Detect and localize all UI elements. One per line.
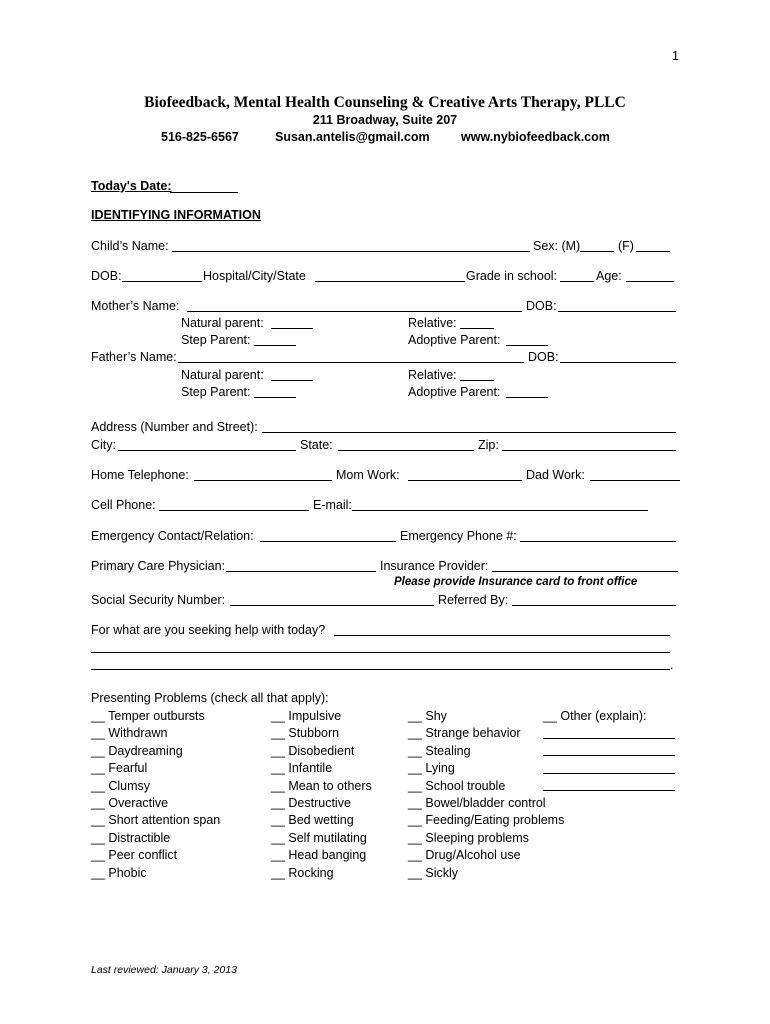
problem-checkbox-item[interactable]: __ School trouble <box>408 778 506 793</box>
mother-relative-field[interactable] <box>460 328 494 329</box>
state-label: State: <box>300 438 333 452</box>
problem-checkbox-item[interactable]: __ Bed wetting <box>271 813 354 828</box>
emergency-phone-label: Emergency Phone #: <box>400 529 517 543</box>
org-address: 211 Broadway, Suite 207 <box>312 113 458 127</box>
other-explain-line-1[interactable] <box>543 738 675 739</box>
fathers-name-field[interactable] <box>178 362 524 363</box>
insurance-note: Please provide Insurance card to front office <box>394 576 638 588</box>
sex-f-label: (F) <box>618 239 634 253</box>
email-label: E-mail: <box>313 498 352 512</box>
insurance-provider-field[interactable] <box>492 571 678 572</box>
mothers-name-field[interactable] <box>187 311 522 312</box>
problem-checkbox-item[interactable]: __ Peer conflict <box>91 848 178 863</box>
todays-date-field[interactable] <box>170 192 238 193</box>
page-number: 1 <box>672 49 679 63</box>
mother-step-parent-field[interactable] <box>254 345 296 346</box>
zip-label: Zip: <box>478 438 499 452</box>
mother-natural-parent-label: Natural parent: <box>181 316 264 330</box>
emergency-contact-field[interactable] <box>260 541 396 542</box>
seeking-help-field-3[interactable] <box>91 669 670 670</box>
dob-label: DOB: <box>91 269 122 283</box>
problem-other[interactable]: __ Other (explain): <box>543 709 647 723</box>
problem-checkbox-item[interactable]: __ Shy <box>408 709 447 723</box>
home-telephone-field[interactable] <box>194 480 332 481</box>
emergency-phone-field[interactable] <box>520 541 676 542</box>
problem-checkbox-item[interactable]: __ Withdrawn <box>91 726 168 741</box>
dad-work-label: Dad Work: <box>526 468 585 482</box>
problem-checkbox-item[interactable]: __ Distractible <box>91 830 171 845</box>
sex-m-field[interactable] <box>580 251 614 252</box>
primary-care-field[interactable] <box>226 571 376 572</box>
referred-by-label: Referred By: <box>438 593 509 607</box>
primary-care-label: Primary Care Physician: <box>91 559 226 573</box>
hospital-field[interactable] <box>315 281 465 282</box>
mother-relative-label: Relative: <box>408 316 457 330</box>
referred-by-field[interactable] <box>512 605 676 606</box>
problem-checkbox-item[interactable]: __ Temper outbursts <box>91 709 205 723</box>
state-field[interactable] <box>338 450 474 451</box>
father-natural-parent-label: Natural parent: <box>181 368 264 382</box>
sex-f-field[interactable] <box>636 251 670 252</box>
sex-m-label: Sex: (M) <box>533 239 581 253</box>
mother-dob-field[interactable] <box>558 311 676 312</box>
org-email: Susan.antelis@gmail.com <box>275 130 430 144</box>
address-field[interactable] <box>262 432 676 433</box>
problem-checkbox-item[interactable]: __ Drug/Alcohol use <box>408 848 521 863</box>
problem-checkbox-item[interactable]: __ Sleeping problems <box>408 830 529 845</box>
childs-name-field[interactable] <box>172 251 530 252</box>
ssn-label: Social Security Number: <box>91 593 226 607</box>
problem-checkbox-item[interactable]: __ Daydreaming <box>91 743 183 758</box>
home-telephone-label: Home Telephone: <box>91 468 189 482</box>
father-step-parent-label: Step Parent: <box>181 385 251 399</box>
problem-checkbox-item[interactable]: __ Rocking <box>271 865 334 880</box>
zip-field[interactable] <box>502 450 676 451</box>
father-step-parent-field[interactable] <box>254 397 296 398</box>
problem-checkbox-item[interactable]: __ Stubborn <box>271 726 340 741</box>
cell-phone-label: Cell Phone: <box>91 498 156 512</box>
city-label: City: <box>91 438 116 452</box>
problem-checkbox-item[interactable]: __ Stealing <box>408 743 471 758</box>
father-adoptive-parent-label: Adoptive Parent: <box>408 385 501 399</box>
problem-checkbox-item[interactable]: __ Self mutilating <box>271 830 367 845</box>
org-name: Biofeedback, Mental Health Counseling & Creative Arts Therapy, PLLC <box>144 94 626 111</box>
org-phone: 516-825-6567 <box>161 130 239 144</box>
org-website: www.nybiofeedback.com <box>461 130 610 144</box>
father-dob-field[interactable] <box>560 362 676 363</box>
problem-checkbox-item[interactable]: __ Head banging <box>271 848 367 863</box>
address-label: Address (Number and Street): <box>91 420 258 434</box>
problem-checkbox-item[interactable]: __ Disobedient <box>271 743 355 758</box>
father-relative-label: Relative: <box>408 368 457 382</box>
grade-label: Grade in school: <box>466 269 558 283</box>
problem-checkbox-item[interactable]: __ Bowel/bladder control <box>408 796 546 810</box>
father-adoptive-parent-field[interactable] <box>506 397 548 398</box>
emergency-contact-label: Emergency Contact/Relation: <box>91 529 254 543</box>
problem-checkbox-item[interactable]: __ Strange behavior <box>408 726 521 741</box>
footer-last-reviewed: Last reviewed: January 3, 2013 <box>91 964 237 976</box>
other-explain-line-2[interactable] <box>543 755 675 756</box>
city-field[interactable] <box>118 450 296 451</box>
problem-checkbox-item[interactable]: __ Sickly <box>408 865 459 880</box>
insurance-provider-label: Insurance Provider: <box>380 559 489 573</box>
problem-checkbox-item[interactable]: __ Impulsive <box>271 709 342 723</box>
problem-checkbox-item[interactable]: __ Fearful <box>91 761 148 776</box>
problem-checkbox-item[interactable]: __ Lying <box>408 761 455 776</box>
problem-checkbox-item[interactable]: __ Infantile <box>271 761 333 776</box>
presenting-problems-label: Presenting Problems (check all that apply): <box>91 691 329 705</box>
dob-field[interactable] <box>122 281 202 282</box>
ssn-field[interactable] <box>230 605 434 606</box>
problem-checkbox-item[interactable]: __ Clumsy <box>91 778 151 793</box>
father-relative-field[interactable] <box>460 380 494 381</box>
seeking-help-period: . <box>670 658 674 672</box>
fathers-name-label: Father’s Name: <box>91 350 177 364</box>
problem-checkbox-item[interactable]: __ Mean to others <box>271 778 372 793</box>
dad-work-field[interactable] <box>590 480 680 481</box>
todays-date-label: Today's Date: <box>91 179 172 193</box>
mom-work-label: Mom Work: <box>336 468 400 482</box>
other-explain-line-4[interactable] <box>543 790 675 791</box>
mother-step-parent-label: Step Parent: <box>181 333 251 347</box>
mothers-name-label: Mother’s Name: <box>91 299 180 313</box>
mother-adoptive-parent-label: Adoptive Parent: <box>408 333 501 347</box>
problem-checkbox-item[interactable]: __ Overactive <box>91 796 169 810</box>
hospital-label: Hospital/City/State <box>203 269 306 283</box>
grade-field[interactable] <box>560 281 594 282</box>
father-natural-parent-field[interactable] <box>271 380 313 381</box>
problem-checkbox-item[interactable]: __ Phobic <box>91 865 147 880</box>
seeking-help-field-1[interactable] <box>334 635 670 636</box>
problem-checkbox-item[interactable]: __ Short attention span <box>91 813 221 828</box>
mother-dob-label: DOB: <box>526 299 557 313</box>
age-label: Age: <box>596 269 622 283</box>
problem-checkbox-item[interactable]: __ Feeding/Eating problems <box>408 813 565 828</box>
other-explain-line-3[interactable] <box>543 773 675 774</box>
section-title: IDENTIFYING INFORMATION <box>91 208 261 222</box>
father-dob-label: DOB: <box>528 350 559 364</box>
email-field[interactable] <box>352 510 648 511</box>
mom-work-field[interactable] <box>408 480 522 481</box>
seeking-help-label: For what are you seeking help with today? <box>91 623 326 637</box>
seeking-help-field-2[interactable] <box>91 652 670 653</box>
age-field[interactable] <box>626 281 674 282</box>
cell-phone-field[interactable] <box>159 510 309 511</box>
mother-adoptive-parent-field[interactable] <box>506 345 548 346</box>
problem-checkbox-item[interactable]: __ Destructive <box>271 796 351 810</box>
childs-name-label: Child’s Name: <box>91 239 169 253</box>
mother-natural-parent-field[interactable] <box>271 328 313 329</box>
